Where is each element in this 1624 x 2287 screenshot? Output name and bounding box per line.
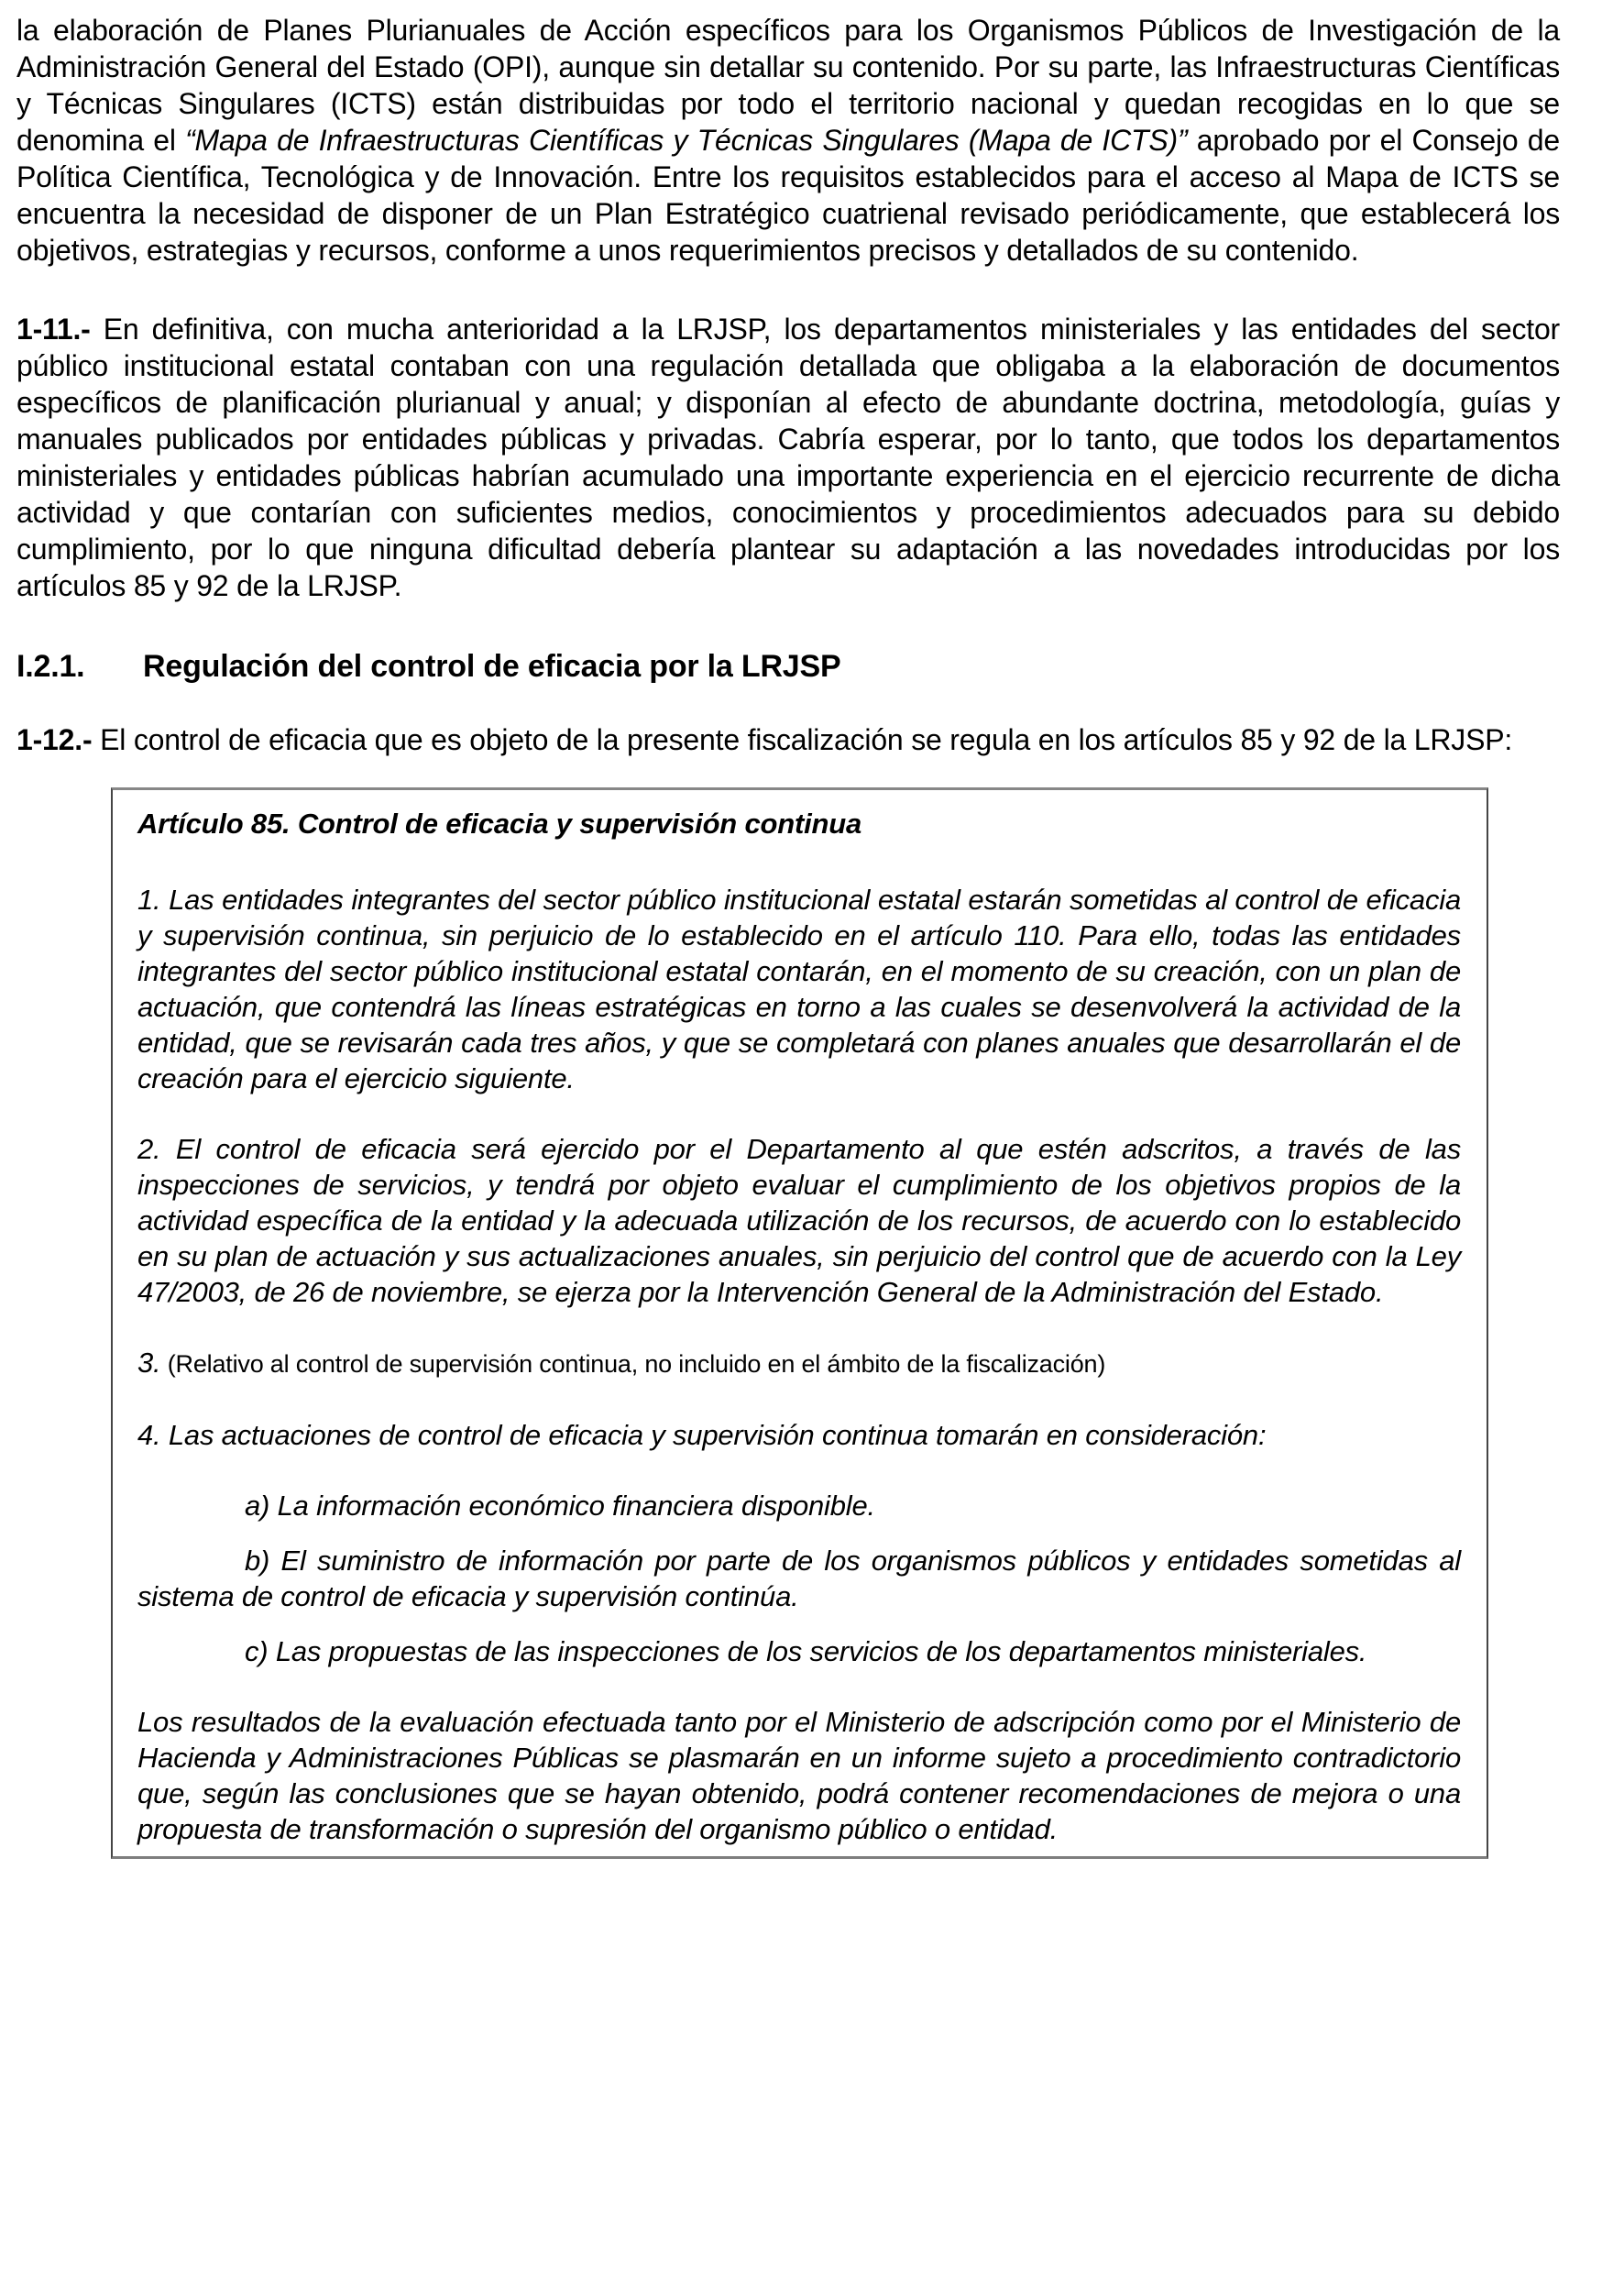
paragraph-intro (16, 12, 1560, 269)
section-heading-title: Regulación del control de eficacia por la LRJSP (143, 649, 841, 684)
section-heading-i21 (16, 646, 1560, 687)
quote-item-c: c) Las propuestas de las inspecciones de los servicios de los departamentos ministeriales. (245, 1635, 1367, 1667)
quote-item-a: a) La información económico financiera disponible. (245, 1490, 875, 1522)
paragraph-1-12 (16, 721, 1560, 758)
quote-title: Artículo 85. Control de eficacia y supervisión continua (137, 808, 862, 840)
intro-text-start: la elaboración de Planes Plurianuales de Acción específicos para los Organismos Públicos de Investigación de la Administración General del Estado (OPI), aunque sin detallar su contenido. Por su parte, las Infraestructuras Científicas y Técnicas Singulares (ICTS) están distribuidas por todo el territorio nacional y quedan recogidas en lo que se denomina el (16, 14, 1560, 157)
quote-paragraph-4: 4. Las actuaciones de control de eficacia y supervisión continua tomarán en consideración: (137, 1419, 1267, 1451)
section-heading-number: I.2.1. (16, 649, 85, 684)
article-85-quote-box (111, 787, 1488, 1859)
quote-item-b: b) El suministro de información por parte de los organismos públicos y entidades sometidas al sistema de control de eficacia y supervisión continúa. (137, 1545, 1461, 1612)
intro-italic-citation: “Mapa de Infraestructuras Científicas y Técnicas Singulares (Mapa de ICTS)” (185, 124, 1188, 157)
paragraph-1-11-text: En definitiva, con mucha anterioridad a la LRJSP, los departamentos ministeriales y las entidades del sector público institucional estatal contaban con una regulación detallada que obligaba a la elaboración de documentos específicos de planificación plurianual y anual; y disponían al efecto de abundante doctrina, metodología, guías y manuales publicados por entidades públicas y privadas. Cabría esperar, por lo tanto, que todos los departamentos ministeriales y entidades públicas habrían acumulado una importante experiencia en el ejercicio recurrente de dicha actividad y que contarían con suficientes medios, conocimientos y procedimientos adecuados para su debido cumplimiento, por lo que ninguna dificultad debería plantear su adaptación a las novedades introducidas por los artículos 85 y 92 de la LRJSP. (16, 313, 1560, 602)
quote-paragraph-2: 2. El control de eficacia será ejercido por el Departamento al que estén adscritos, a través de las inspecciones de servicios, y tendrá por objeto evaluar el cumplimiento de los objetivos propios de la actividad específica de la entidad y la adecuada utilización de los recursos, de acuerdo con lo establecido en su plan de actuación y sus actualizaciones anuales, sin perjuicio del control que de acuerdo con la Ley 47/2003, de 26 de noviembre, se ejerza por la Intervención General de la Administración del Estado. (137, 1133, 1461, 1308)
quote-paragraph-3-note: (Relativo al control de supervisión continua, no incluido en el ámbito de la fiscalización) (160, 1350, 1106, 1378)
paragraph-1-11-label: 1-11.- (16, 313, 91, 346)
intro-text-end: aprobado por el Consejo de Política Científica, Tecnológica y de Innovación. Entre los requisitos establecidos para el acceso al Mapa de ICTS se encuentra la necesidad de disponer de un Plan Estratégico cuatrienal revisado periódicamente, que establecerá los objetivos, estrategias y recursos, conforme a unos requerimientos precisos y detallados de su contenido. (16, 124, 1560, 267)
quote-paragraph-3-number: 3. (137, 1347, 161, 1379)
quote-paragraph-3 (137, 1345, 1461, 1382)
quote-paragraph-1: 1. Las entidades integrantes del sector público institucional estatal estarán sometidas al control de eficacia y supervisión continua, sin perjuicio de lo establecido en el artículo 110. Para ello, todas las entidades integrantes del sector público institucional estatal contarán, en el momento de su creación, con un plan de actuación, que contendrá las líneas estratégicas en torno a las cuales se desenvolverá la actividad de la entidad, que se revisarán cada tres años, y que se completará con planes anuales que desarrollarán el de creación para el ejercicio siguiente. (137, 884, 1461, 1094)
paragraph-1-12-label: 1-12.- (16, 723, 93, 756)
paragraph-1-11 (16, 311, 1560, 604)
paragraph-1-12-text: El control de eficacia que es objeto de la presente fiscalización se regula en los artículos 85 y 92 de la LRJSP: (92, 723, 1513, 756)
quote-closing-paragraph: Los resultados de la evaluación efectuada tanto por el Ministerio de adscripción como por el Ministerio de Hacienda y Administraciones Públicas se plasmarán en un informe sujeto a procedimiento contradictorio que, según las conclusiones que se hayan obtenido, podrá contener recomendaciones de mejora o una propuesta de transformación o supresión del organismo público o entidad. (137, 1706, 1461, 1845)
